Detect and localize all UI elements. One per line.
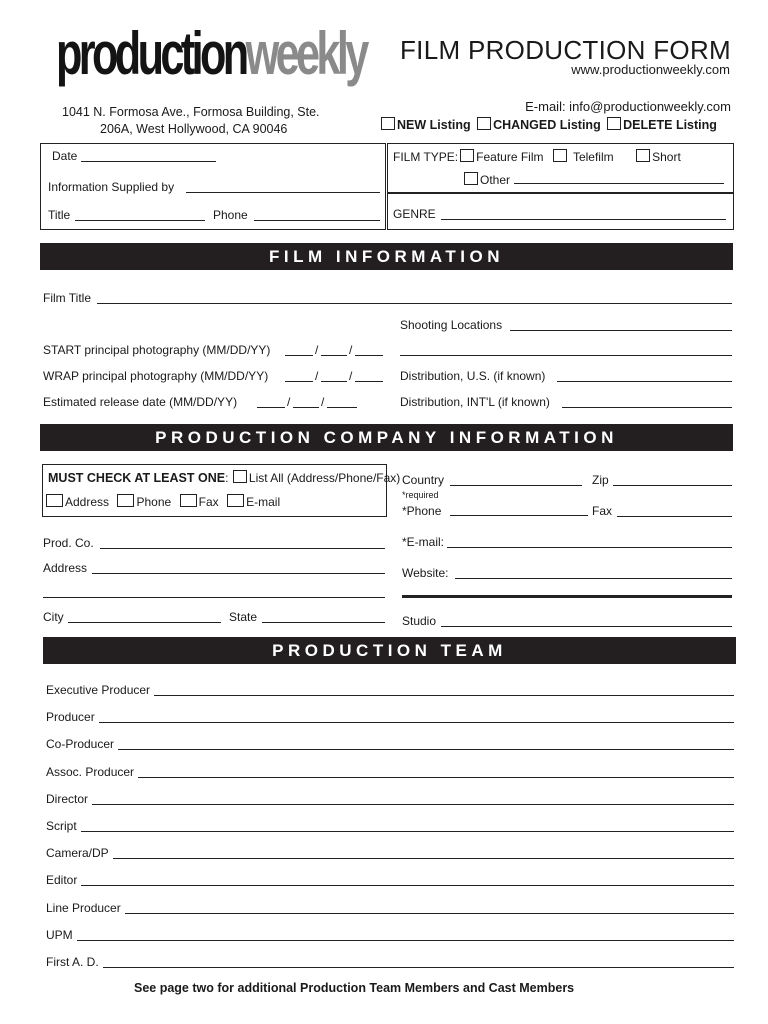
company-website-field[interactable] (455, 578, 732, 579)
info-supplied-label: Information Supplied by (48, 180, 175, 194)
release-sep-2: / (321, 395, 325, 409)
state-label: State (229, 610, 258, 624)
feature-film-label: Feature Film (476, 150, 544, 164)
telefilm-checkbox[interactable] (553, 149, 567, 162)
release-sep-1: / (287, 395, 291, 409)
must-check-label: MUST CHECK AT LEAST ONE (48, 471, 226, 485)
start-day-field[interactable] (321, 355, 347, 356)
other-label: Other (480, 173, 511, 187)
address-line-1: 1041 N. Formosa Ave., Formosa Building, Ste. (62, 105, 320, 119)
title-field[interactable] (75, 220, 205, 221)
team-role-label: Executive Producer (46, 683, 151, 697)
start-sep-1: / (315, 343, 319, 357)
team-role-field[interactable] (81, 885, 734, 886)
email-checkbox[interactable] (227, 494, 244, 507)
prod-co-label: Prod. Co. (43, 536, 94, 550)
studio-field[interactable] (441, 626, 732, 627)
team-role-field[interactable] (81, 831, 734, 832)
short-checkbox[interactable] (636, 149, 650, 162)
genre-field[interactable] (441, 219, 726, 220)
wrap-year-field[interactable] (355, 381, 383, 382)
genre-box (387, 193, 734, 230)
start-year-field[interactable] (355, 355, 383, 356)
film-title-field[interactable] (97, 303, 732, 304)
team-role-label: UPM (46, 928, 73, 942)
wrap-sep-1: / (315, 369, 319, 383)
other-checkbox[interactable] (464, 172, 478, 185)
film-type-label: FILM TYPE: (393, 150, 459, 164)
team-role-label: Assoc. Producer (46, 765, 135, 779)
telefilm-label: Telefilm (572, 150, 614, 164)
shooting-locations-label: Shooting Locations (400, 318, 503, 332)
film-type-row (393, 148, 681, 166)
phone-label: Phone (213, 208, 248, 222)
start-sep-2: / (349, 343, 353, 357)
fax-label: Fax (592, 504, 613, 518)
state-field[interactable] (262, 622, 385, 623)
footer-note: See page two for additional Production Team Members and Cast Members (134, 981, 575, 995)
zip-field[interactable] (613, 485, 732, 486)
phone-option-label: Phone (136, 495, 172, 509)
shooting-locations-field[interactable] (510, 330, 732, 331)
phone-field[interactable] (254, 220, 380, 221)
website-text: www.productionweekly.com (571, 62, 730, 77)
fax-option-label: Fax (198, 495, 219, 509)
wrap-photography-label: WRAP principal photography (MM/DD/YY) (43, 369, 269, 383)
production-weekly-logo (56, 20, 366, 94)
team-role-field[interactable] (92, 804, 734, 805)
team-role-label: Co-Producer (46, 737, 115, 751)
short-label: Short (652, 150, 681, 164)
info-supplied-field[interactable] (186, 192, 380, 193)
changed-listing-label: CHANGED Listing (493, 118, 601, 132)
list-all-label: List All (Address/Phone/Fax) (248, 471, 401, 485)
email-option-label: E-mail (246, 495, 281, 509)
release-year-field[interactable] (327, 407, 357, 408)
team-role-label: Director (46, 792, 89, 806)
address-field-2[interactable] (43, 597, 385, 598)
email-text: E-mail: info@productionweekly.com (525, 99, 731, 114)
production-team-header: PRODUCTION TEAM (43, 637, 736, 664)
wrap-day-field[interactable] (321, 381, 347, 382)
address-label: Address (43, 561, 88, 575)
team-role-label: Editor (46, 873, 78, 887)
city-label: City (43, 610, 64, 624)
other-field[interactable] (514, 183, 724, 184)
date-field[interactable] (81, 161, 216, 162)
logo-weekly-text: weekly (245, 20, 366, 87)
phone-required-label: *Phone (402, 504, 442, 518)
team-role-label: Line Producer (46, 901, 121, 915)
changed-listing-checkbox[interactable] (477, 117, 491, 130)
email-required-label: *E-mail: (402, 535, 445, 549)
start-photography-label: START principal photography (MM/DD/YY) (43, 343, 271, 357)
dist-intl-label: Distribution, INT'L (if known) (400, 395, 550, 409)
other-type-row (464, 171, 510, 189)
new-listing-checkbox[interactable] (381, 117, 395, 130)
address-field[interactable] (92, 573, 385, 574)
date-label: Date (52, 149, 78, 163)
fax-checkbox[interactable] (180, 494, 197, 507)
country-label: Country (402, 473, 445, 487)
team-role-field[interactable] (154, 695, 734, 696)
country-field[interactable] (450, 485, 582, 486)
delete-listing-checkbox[interactable] (607, 117, 621, 130)
team-role-label: First A. D. (46, 955, 99, 969)
phone-checkbox[interactable] (117, 494, 134, 507)
release-date-label: Estimated release date (MM/DD/YY) (43, 395, 238, 409)
team-role-field[interactable] (118, 749, 734, 750)
list-all-checkbox[interactable] (233, 470, 247, 483)
team-role-field[interactable] (103, 967, 734, 968)
release-day-field[interactable] (293, 407, 319, 408)
team-role-field[interactable] (99, 722, 734, 723)
listing-options (381, 116, 717, 134)
new-listing-label: NEW Listing (397, 118, 471, 132)
genre-label: GENRE (393, 207, 436, 221)
address-checkbox[interactable] (46, 494, 63, 507)
team-role-field[interactable] (77, 940, 734, 941)
shooting-locations-field-2[interactable] (400, 355, 732, 356)
studio-label: Studio (402, 614, 437, 628)
section-divider (402, 595, 732, 598)
film-title-label: Film Title (43, 291, 91, 305)
zip-label: Zip (592, 473, 609, 487)
delete-listing-label: DELETE Listing (623, 118, 717, 132)
film-information-header: FILM INFORMATION (40, 243, 733, 270)
team-role-label: Script (46, 819, 77, 833)
wrap-sep-2: / (349, 369, 353, 383)
prod-co-field[interactable] (100, 548, 385, 549)
dist-us-field[interactable] (557, 381, 732, 382)
form-title: FILM PRODUCTION FORM (400, 35, 731, 65)
team-role-label: Camera/DP (46, 846, 109, 860)
required-note: *required (402, 490, 439, 500)
company-email-field[interactable] (447, 547, 732, 548)
team-role-field[interactable] (113, 858, 734, 859)
dist-us-label: Distribution, U.S. (if known) (400, 369, 546, 383)
team-role-field[interactable] (125, 913, 734, 914)
release-month-field[interactable] (257, 407, 285, 408)
company-phone-field[interactable] (450, 515, 588, 516)
contact-options-row (46, 493, 280, 511)
city-field[interactable] (68, 622, 221, 623)
address-line-2: 206A, West Hollywood, CA 90046 (100, 122, 288, 136)
must-check-colon: : (225, 471, 229, 485)
wrap-month-field[interactable] (285, 381, 313, 382)
start-month-field[interactable] (285, 355, 313, 356)
feature-film-checkbox[interactable] (460, 149, 474, 162)
dist-intl-field[interactable] (562, 407, 732, 408)
title-label: Title (48, 208, 71, 222)
logo-production-text: production (56, 20, 246, 87)
team-role-label: Producer (46, 710, 95, 724)
fax-field[interactable] (617, 516, 732, 517)
must-check-row (48, 469, 400, 487)
team-role-field[interactable] (138, 777, 734, 778)
website-label: Website: (402, 566, 449, 580)
company-information-header: PRODUCTION COMPANY INFORMATION (40, 424, 733, 451)
address-option-label: Address (65, 495, 110, 509)
